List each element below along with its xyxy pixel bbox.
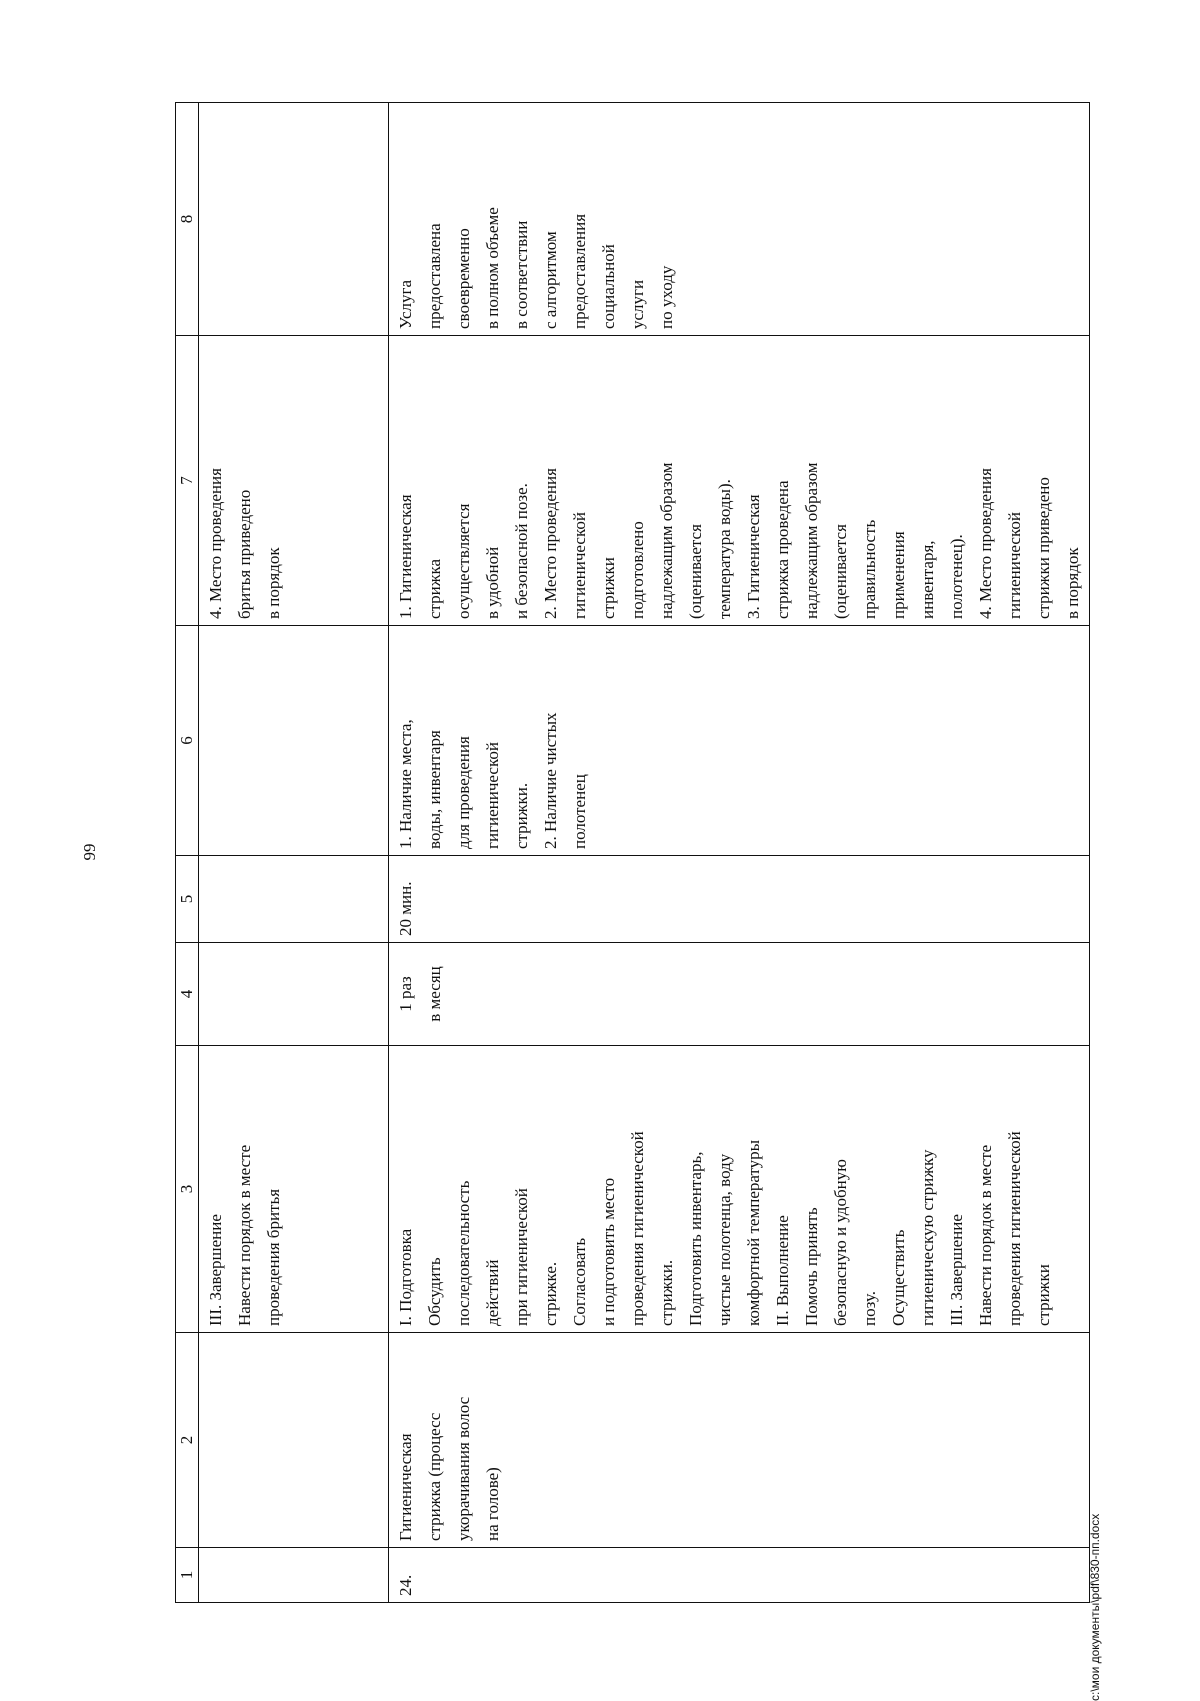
service-table	[175, 102, 1090, 1603]
header-cell-8: 8	[176, 103, 199, 336]
header-cell-4: 4	[176, 943, 199, 1046]
header-cell-5: 5	[176, 856, 199, 943]
row2-quality-indicators-cell: 1. Гигиеническая стрижка осуществляется в удобной и безопасной позе. 2. Место проведения гигиенической стрижки подготовлено надлежащим образом (оценивается температура воды). 3. Гигиеническая стрижка проведена надлежащим образом (оценивается правильность применения инвентаря, полотенец). 4. Место проведения гигиенической стрижки приведено в порядок	[389, 336, 1090, 626]
row1-service-name-cell	[199, 1333, 389, 1548]
row1-conditions-cell	[199, 626, 389, 856]
header-cell-3: 3	[176, 1046, 199, 1333]
header-cell-7: 7	[176, 336, 199, 626]
row1-frequency-cell	[199, 943, 389, 1046]
page-number: 99	[80, 843, 99, 861]
header-cell-1: 1	[176, 1548, 199, 1603]
header-cell-2: 2	[176, 1333, 199, 1548]
table-row	[389, 103, 1090, 1603]
row1-number-cell	[199, 1548, 389, 1603]
row2-duration-cell: 20 мин.	[389, 856, 1090, 943]
row2-evaluation-cell: Услуга предоставлена своевременно в полном объеме в соответствии с алгоритмом предоставления социальной услуги по уходу	[389, 103, 1090, 336]
row2-service-name-cell: Гигиеническая стрижка (процесс укорачивания волос на голове)	[389, 1333, 1090, 1548]
row2-number-cell: 24.	[389, 1548, 1090, 1603]
row2-conditions-cell: 1. Наличие места, воды, инвентаря для проведения гигиенической стрижки. 2. Наличие чистых полотенец	[389, 626, 1090, 856]
footer-file-path: c:\мои документы\pdf\830-пп.docx	[1088, 1513, 1102, 1701]
row1-quality-indicators-cell: 4. Место проведения бритья приведено в порядок	[199, 336, 389, 626]
table-row	[199, 103, 389, 1603]
header-row	[176, 103, 199, 1603]
header-cell-6: 6	[176, 626, 199, 856]
row1-evaluation-cell	[199, 103, 389, 336]
row1-duration-cell	[199, 856, 389, 943]
row2-procedure-cell: I. Подготовка Обсудить последовательность действий при гигиенической стрижке. Согласовать и подготовить место проведения гигиенической стрижки. Подготовить инвентарь, чистые полотенца, воду комфортной температуры II. Выполнение Помочь принять безопасную и удобную позу. Осуществить гигиеническую стрижку III. Завершение Навести порядок в месте проведения гигиенической стрижки	[389, 1046, 1090, 1333]
row2-frequency-cell: 1 раз в месяц	[389, 943, 1090, 1046]
rotated-table-container	[175, 103, 1082, 1603]
row1-procedure-cell: III. Завершение Навести порядок в месте проведения бритья	[199, 1046, 389, 1333]
